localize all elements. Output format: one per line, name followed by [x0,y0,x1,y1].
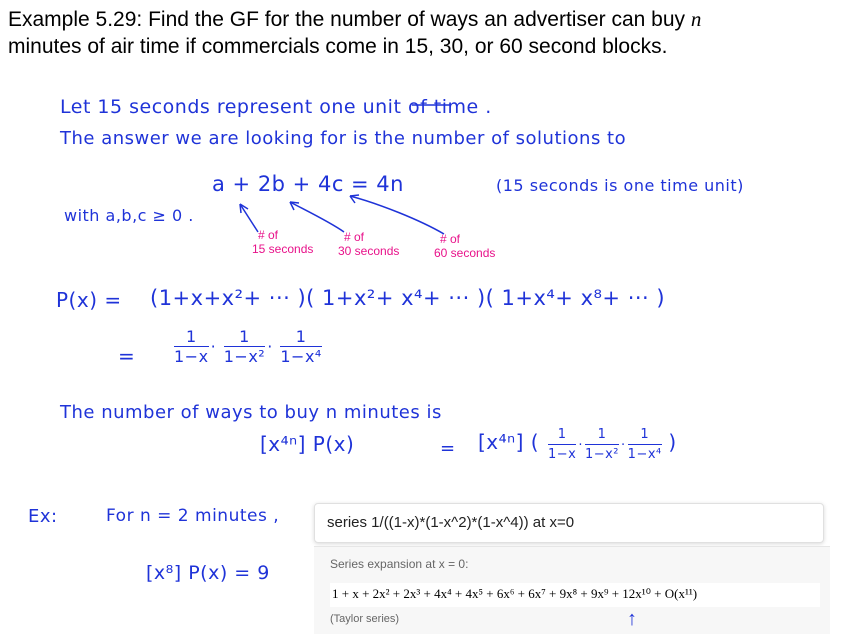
title-line1: Example 5.29: Find the GF for the number of ways an advertiser can buy [8,8,691,31]
gf-eq-sign: = [118,344,136,368]
example-result: [x⁸] P(x) = 9 [146,562,270,584]
annotation-c: # of 60 seconds [434,232,496,260]
title-line2: minutes of air time if commercials come in 15, 30, or 60 second blocks. [8,35,668,58]
fraction-3: $\frac{1}{\text{1−x⁴}}$ [280,327,322,366]
rhs-fraction-3: $\frac{1}{\text{1−x⁴}}$ [627,427,662,462]
note-line2: The answer we are looking for is the number of solutions to [60,128,627,149]
condition: with a,b,c ≥ 0 . [64,206,194,225]
rhs-fraction-1: $\frac{1}{1-x}$ [547,427,577,462]
title-var-n: n [690,7,702,31]
example-label: Ex: [28,506,58,527]
arrow-b [290,202,344,232]
gf-rhs: (1+x+x²+ ··· )( 1+x²+ x⁴+ ··· )( 1+x⁴+ x⁸+ ··· ) [150,286,666,310]
arrow-a [240,204,258,232]
series-expansion: 1 + x + 2x² + 2x³ + 4x⁴ + 4x⁵ + 6x⁶ + 6x⁷ + 9x⁸ + 9x⁹ + 12x¹⁰ + O(x¹¹) [330,583,820,607]
note-line1: Let 15 seconds represent one unit of time . [60,96,492,118]
arrow-c [350,196,444,234]
fraction-2: $\frac{1}{\text{1−x²}}$ [223,327,266,366]
series-result-panel [314,546,830,634]
rhs-fraction-2: $\frac{1}{\text{1−x²}}$ [584,427,620,462]
series-query-input[interactable]: series 1/((1-x)*(1-x^2)*(1-x^4)) at x=0 [314,503,824,543]
example-text: For n = 2 minutes , [106,506,280,526]
result-label: Series expansion at x = 0: [330,557,469,571]
ways-line: The number of ways to buy n minutes is [60,402,442,423]
equation-note: (15 seconds is one time unit) [496,176,744,195]
equation: a + 2b + 4c = 4n [212,172,404,196]
coef-lhs: [x⁴ⁿ] P(x) [260,432,355,456]
annotation-b: # of 30 seconds [338,230,400,258]
arrow-a-head [240,204,248,213]
coef-eq: = [440,438,456,459]
gf-lhs: P(x) = [56,288,122,312]
up-arrow-icon: ↑ [627,608,637,630]
taylor-note: (Taylor series) [330,613,400,625]
arrow-c-head [350,195,359,203]
gf-product: $\frac{1}{1-x}$ · $\frac{1}{\text{1−x²}}$ · $\frac{1}{\text{1−x⁴}}$ [174,327,322,366]
fraction-1: $\frac{1}{1-x}$ [174,327,209,366]
coef-rhs: [x⁴ⁿ] ( $\frac{1}{1-x}$ · $\frac{1}{\text{1−x²}}$ · $\frac{1}{\text{1−x⁴}}$ ) [478,426,677,465]
annotation-a: # of 15 seconds [252,228,314,256]
